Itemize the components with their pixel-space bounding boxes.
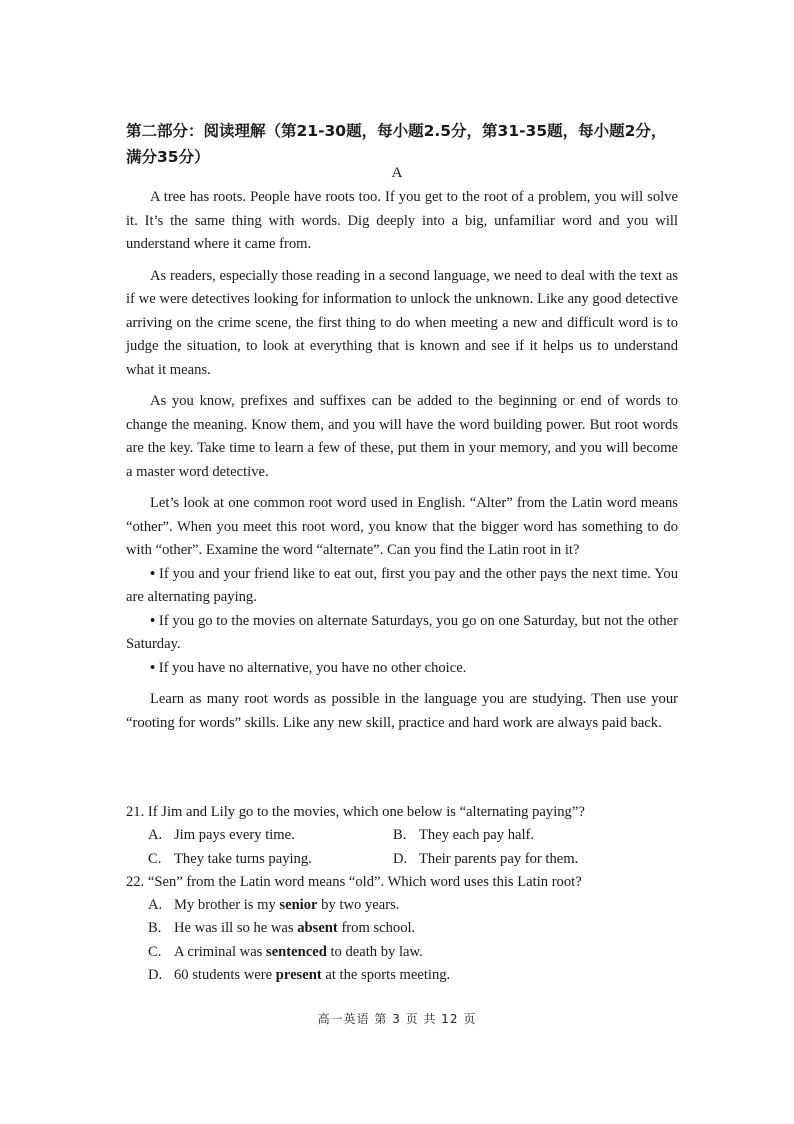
option-text-after: at the sports meeting. — [325, 967, 451, 984]
option-text: They each pay half. — [419, 827, 535, 844]
option-text-after: by two years. — [321, 897, 400, 914]
options-row — [126, 824, 678, 847]
paragraph-1: A tree has roots. People have roots too. If you get to the root of a problem, you will solve it. It’s the same thing with words. Dig deeply into a big, unfamiliar word and you will understand where it came from. — [126, 189, 678, 252]
passage-label: A — [391, 165, 403, 181]
bullet-text: If you and your friend like to eat out, first you pay and the other pays the next time. You are alternating paying. — [126, 565, 678, 605]
bullet-item-3 — [126, 657, 678, 681]
reading-passage — [126, 186, 678, 743]
option-c[interactable] — [126, 941, 678, 964]
option-letter: B. — [148, 920, 162, 937]
question-22 — [126, 871, 678, 894]
options-row — [126, 848, 678, 871]
paragraph-2: As readers, especially those reading in a second language, we need to deal with the text as if we were detectives looking for information to unlock the unknown. Like any good detective arriving on the crime scene, the first thing to do when meeting a new and difficult word is to judge the situation, to look at everything that is known and see if it helps us to understand what it means. — [126, 267, 678, 378]
option-b[interactable] — [126, 917, 678, 940]
bullet-mark: • — [150, 659, 156, 676]
option-keyword: absent — [297, 920, 338, 937]
option-letter: A. — [148, 897, 163, 914]
option-text: They take turns paying. — [174, 850, 312, 867]
option-keyword: senior — [279, 897, 318, 914]
bullet-mark: • — [150, 612, 156, 629]
option-text-after: from school. — [341, 920, 416, 937]
option-letter: B. — [393, 827, 407, 844]
page-footer: 高一英语 第 3 页 共 12 页 — [317, 1012, 477, 1026]
option-keyword: present — [275, 967, 322, 984]
option-text-before: A criminal was — [174, 943, 263, 960]
paragraph-closing: Learn as many root words as possible in the language you are studying. Then use your “rooting for words” skills. Like any new skill, practice and hard work are always paid back. — [126, 691, 678, 731]
question-number: 22. — [126, 873, 145, 890]
option-d[interactable] — [126, 964, 678, 987]
option-letter: C. — [148, 850, 162, 867]
option-text-after: to death by law. — [330, 943, 423, 960]
question-stem: If Jim and Lily go to the movies, which one below is “alternating paying”? — [147, 804, 585, 820]
option-letter: D. — [393, 850, 408, 867]
bullet-text: If you go to the movies on alternate Saturdays, you go on one Saturday, but not the other Saturday. — [126, 612, 678, 652]
option-letter: D. — [148, 967, 163, 984]
bullet-text: If you have no alternative, you have no other choice. — [158, 659, 467, 676]
question-21 — [126, 801, 678, 824]
bullet-item-2 — [126, 610, 678, 657]
question-number: 21. — [126, 804, 145, 820]
option-text: Jim pays every time. — [174, 827, 295, 844]
section-heading: 第二部分：阅读理解（第21-30题，每小题2.5分，第31-35题，每小题2分，满分35分） — [126, 122, 667, 166]
option-c[interactable] — [148, 848, 393, 871]
option-letter: C. — [148, 943, 162, 960]
bullet-mark: • — [150, 565, 156, 582]
bullet-item-1 — [126, 563, 678, 610]
paragraph-4: Let’s look at one common root word used in English. “Alter” from the Latin word means “other”. When you meet this root word, you know that the bigger word has something to do with “other”. Examine the word “alternate”. Can you find the Latin root in it? — [126, 495, 678, 558]
option-letter: A. — [148, 827, 163, 844]
option-text-before: My brother is my — [174, 897, 276, 914]
paragraph-3: As you know, prefixes and suffixes can be added to the beginning or end of words to change the meaning. Know them, and you will have the word building power. But root words are the key. Take time to learn a few of these, put them in your memory, and you will become a master word detective. — [126, 393, 678, 480]
option-d[interactable] — [393, 848, 638, 871]
option-a[interactable] — [126, 894, 678, 917]
option-keyword: sentenced — [266, 943, 327, 960]
question-stem: “Sen” from the Latin word means “old”. Which word uses this Latin root? — [147, 873, 582, 890]
option-a[interactable] — [148, 824, 393, 847]
option-text: Their parents pay for them. — [419, 850, 579, 867]
questions-section — [126, 801, 678, 987]
option-text-before: 60 students were — [174, 967, 273, 984]
option-text-before: He was ill so he was — [174, 920, 294, 937]
option-b[interactable] — [393, 824, 638, 847]
